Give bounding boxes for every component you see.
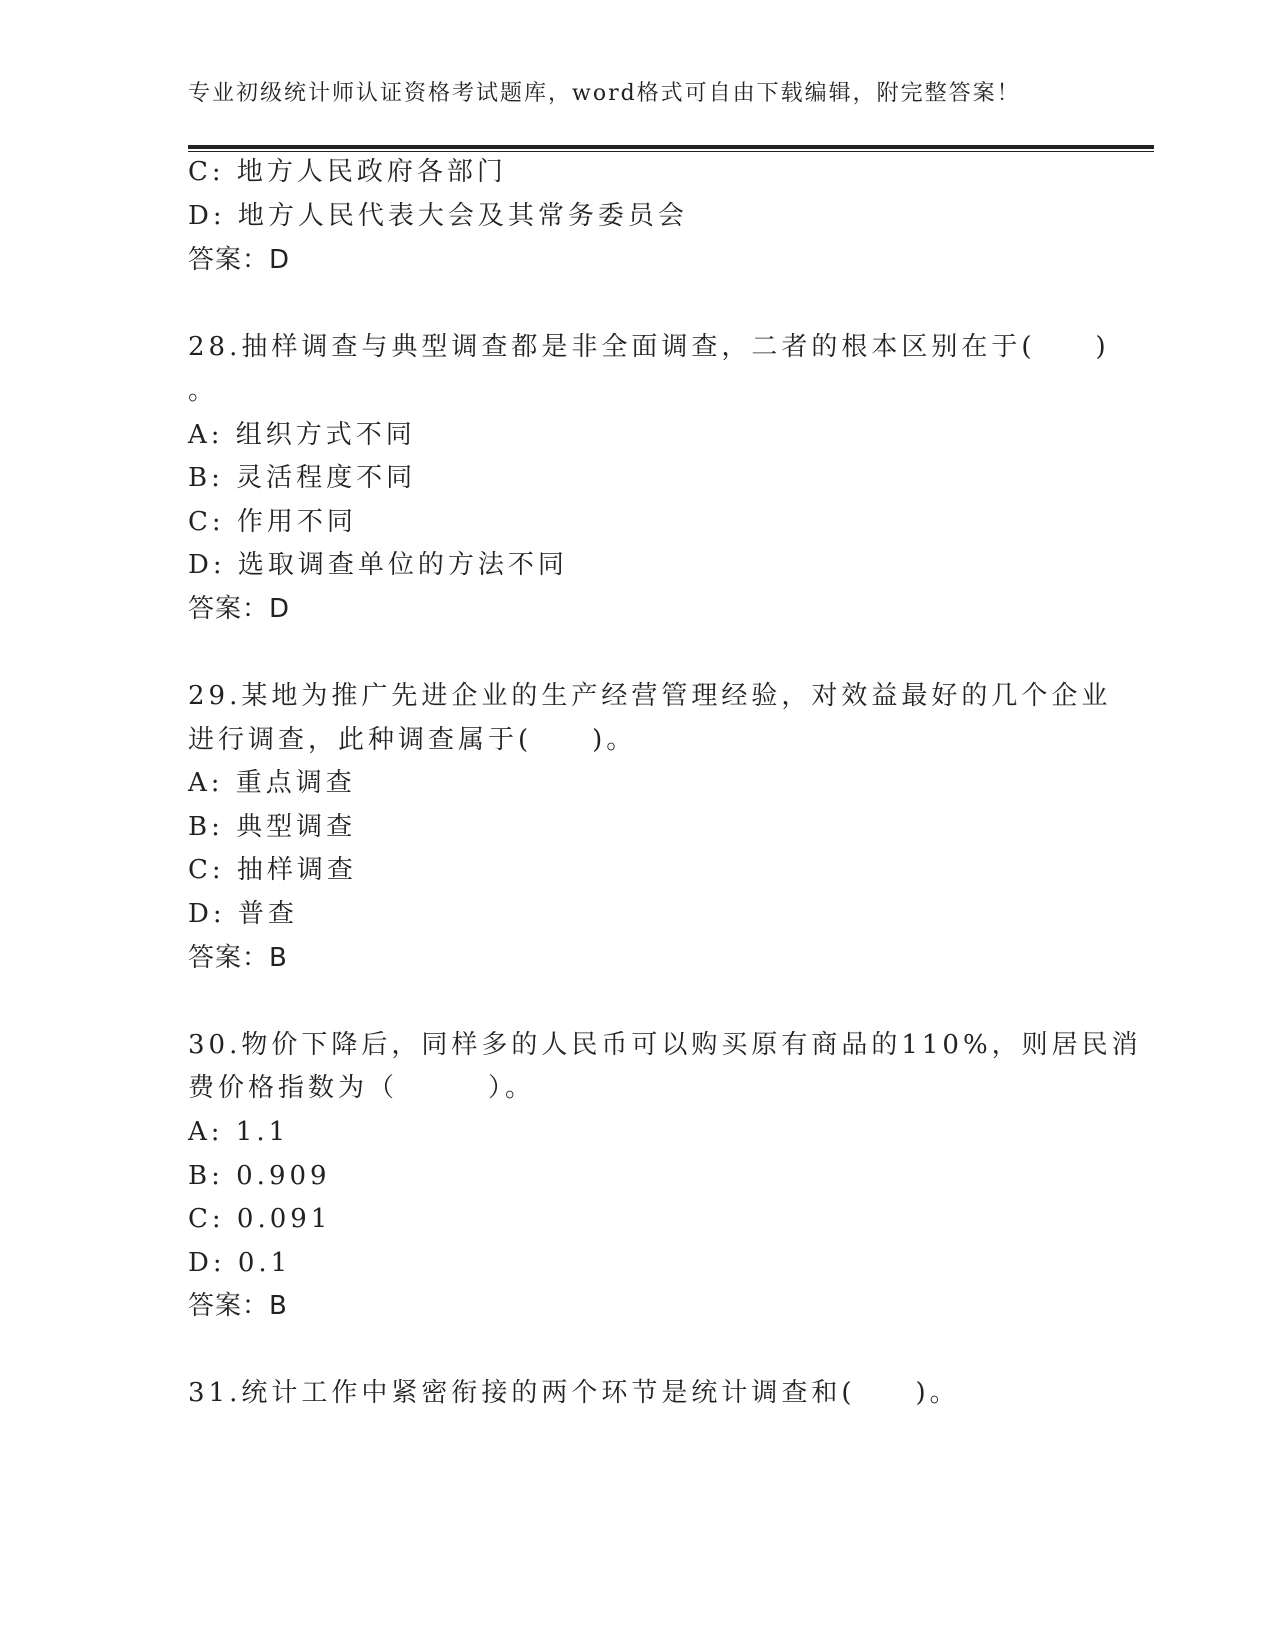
q29-stem-line1: 29.某地为推广先进企业的生产经营管理经验，对效益最好的几个企业 [188,681,1112,711]
q29-option-b: B: 典型调查 [188,812,357,842]
q31-stem-line1: 31.统计工作中紧密衔接的两个环节是统计调查和( )。 [188,1378,960,1408]
q30-option-a: A: 1.1 [188,1117,290,1147]
header-rule-thin [188,151,1154,152]
q29-option-c: C: 抽样调查 [188,855,357,885]
q30-option-d: D: 0.1 [188,1248,292,1278]
q30-option-c: C: 0.091 [188,1204,332,1234]
prev-option-d: D: 地方人民代表大会及其常务委员会 [188,201,688,231]
q29-option-a: A: 重点调查 [188,768,356,798]
q28-answer: 答案：D [188,594,291,624]
q28-stem-line2: 。 [188,376,219,406]
q29-option-d: D: 普查 [188,899,298,929]
q28-option-c: C: 作用不同 [188,507,357,537]
header-rule [188,145,1154,149]
q28-option-a: A: 组织方式不同 [188,420,416,450]
prev-answer: 答案：D [188,245,291,275]
q28-stem-line1: 28.抽样调查与典型调查都是非全面调查，二者的根本区别在于( ) [188,332,1110,362]
q30-stem-line1: 30.物价下降后，同样多的人民币可以购买原有商品的110%，则居民消 [188,1030,1142,1060]
q29-stem-line2: 进行调查，此种调查属于( )。 [188,725,637,755]
q28-option-b: B: 灵活程度不同 [188,463,417,493]
q28-option-d: D: 选取调查单位的方法不同 [188,550,568,580]
page-header: 专业初级统计师认证资格考试题库，word格式可自由下载编辑，附完整答案！ [188,81,1021,106]
q29-answer: 答案：B [188,943,288,973]
q30-option-b: B: 0.909 [188,1161,331,1191]
q30-stem-line2: 费价格指数为（ ）。 [188,1073,536,1103]
q30-answer: 答案：B [188,1291,288,1321]
prev-option-c: C: 地方人民政府各部门 [188,157,507,187]
